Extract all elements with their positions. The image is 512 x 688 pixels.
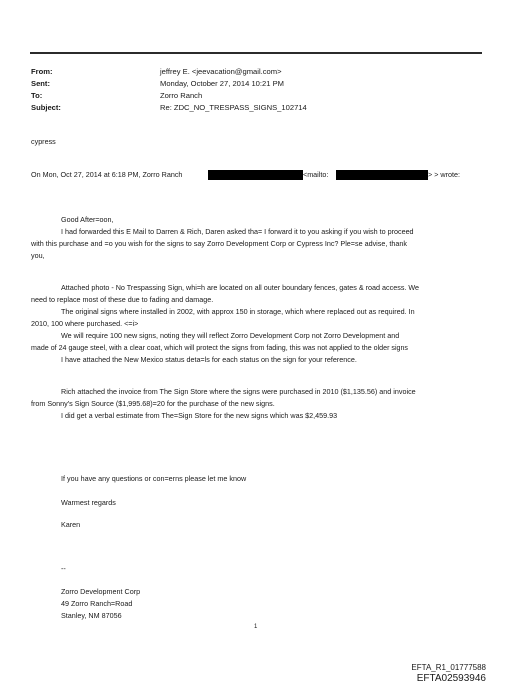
quote-intro-prefix: On Mon, Oct 27, 2014 at 6:18 PM, Zorro Ranch	[31, 170, 183, 179]
bates-number-secondary: EFTA02593946	[416, 673, 486, 684]
header-rule	[30, 52, 482, 54]
body-line: from Sonny's Sign Source ($1,995.68)=20 for the purchase of the new signs.	[31, 399, 275, 408]
body-line: I did get a verbal estimate from The=Sign Store for the new signs which was $2,459.93	[61, 411, 338, 420]
body-line: 2010, 100 where purchased. <=i>	[31, 319, 139, 328]
from-value: jeffrey E. <jeevacation@gmail.com>	[160, 67, 282, 76]
sender-name: Karen	[61, 520, 81, 529]
body-line: made of 24 gauge steel, with a clear coat, which will protect the signs from fading, this was not applied to the older signs	[31, 344, 408, 352]
signature-line: 49 Zorro Ranch=Road	[61, 599, 133, 608]
signature-separator: --	[61, 564, 66, 573]
questions-line: If you have any questions or con=erns please let me know	[61, 474, 247, 483]
redaction-bar	[208, 170, 303, 180]
page-number: 1	[254, 624, 258, 630]
body-line: I had forwarded this E Mail to Darren & Rich, Daren asked tha= I forward it to you asking if you wish to proceed	[61, 227, 414, 236]
body-line: Rich attached the invoice from The Sign Store where the signs were purchased in 2010 ($1,135.56) and invoice	[61, 387, 416, 396]
quote-intro-suffix: > > wrote:	[428, 170, 460, 179]
to-value: Zorro Ranch	[160, 91, 203, 100]
subject-label: Subject:	[31, 103, 61, 112]
body-line: We will require 100 new signs, noting they will reflect Zorro Development Corp not Zorro Development and	[61, 331, 400, 340]
bates-number-primary: EFTA_R1_01777588	[411, 663, 486, 672]
quote-intro-mailto: <mailto:	[303, 170, 329, 179]
greeting: Good After=oon,	[61, 215, 114, 224]
body-line: need to replace most of these due to fading and damage.	[31, 295, 214, 304]
body-line: The original signs where installed in 2002, with approx 150 in storage, which where replaced out as required. In	[61, 307, 415, 316]
signature-line: Zorro Development Corp	[61, 587, 141, 596]
sent-label: Sent:	[31, 79, 50, 88]
body-line: I have attached the New Mexico status deta=ls for each status on the sign for your reference.	[61, 355, 357, 364]
closing: Warmest regards	[61, 498, 116, 507]
signature-line: Stanley, NM 87056	[61, 611, 122, 620]
redaction-bar	[336, 170, 428, 180]
subject-value: Re: ZDC_NO_TRESPASS_SIGNS_102714	[160, 103, 307, 112]
body-line: Attached photo - No Trespassing Sign, whi=h are located on all outer boundary fences, gates & road access. We	[61, 283, 420, 292]
body-line: you,	[31, 251, 45, 260]
sent-value: Monday, October 27, 2014 10:21 PM	[160, 79, 284, 88]
from-label: From:	[31, 67, 53, 76]
reply-text: cypress	[31, 137, 56, 146]
to-label: To:	[31, 91, 43, 100]
body-line: with this purchase and =o you wish for the signs to say Zorro Development Corp or Cypress Inc? Ple=se advise, thank	[31, 239, 407, 248]
